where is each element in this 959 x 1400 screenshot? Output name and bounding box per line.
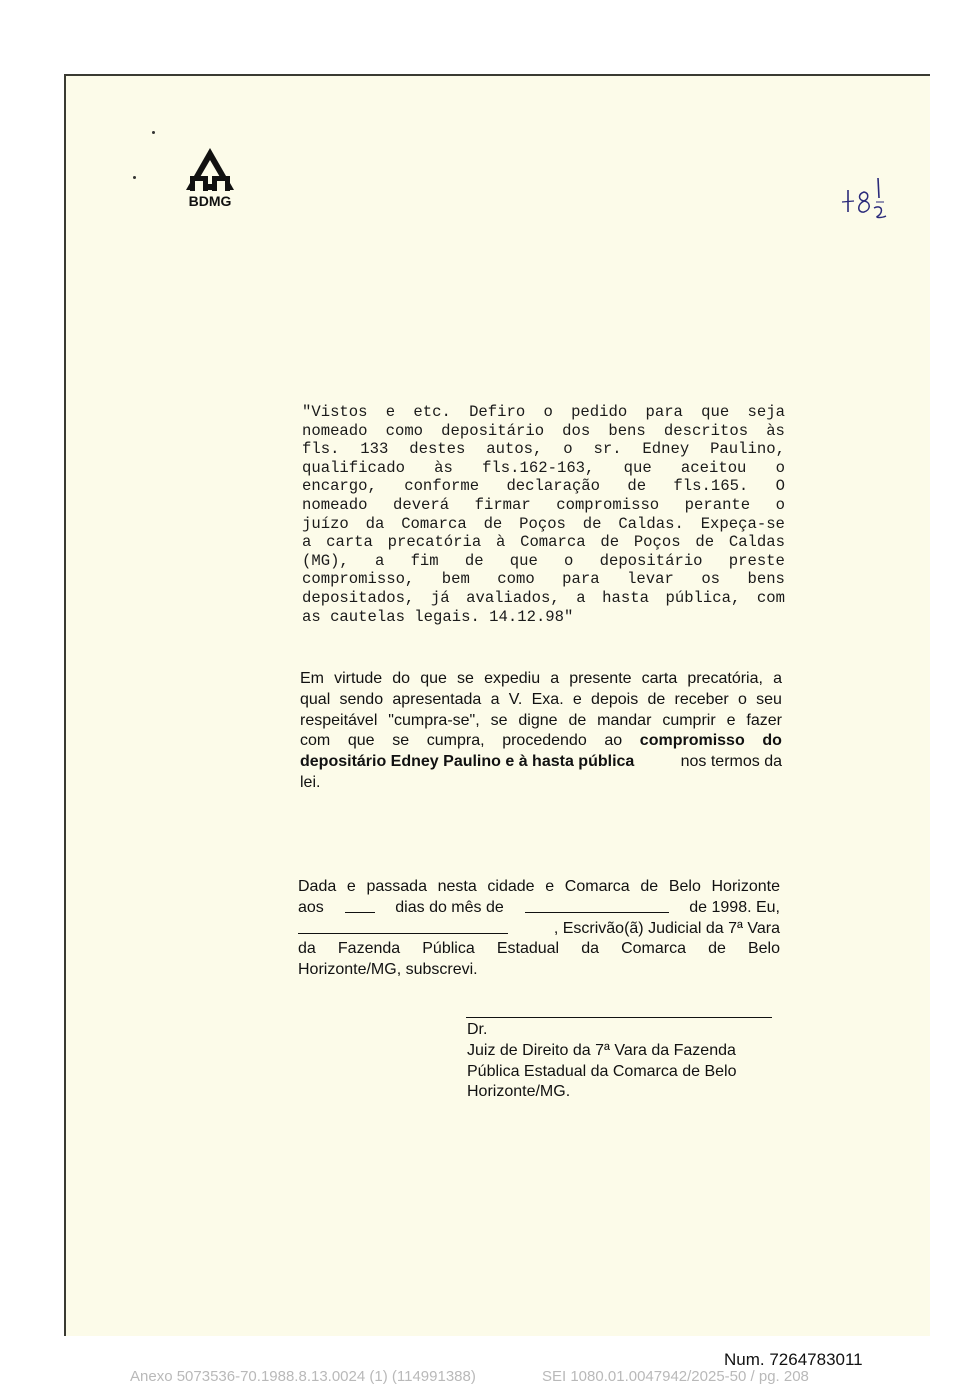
paragraph-line [298, 898, 780, 919]
quote-line [302, 608, 785, 627]
paragraph-word: se [392, 732, 410, 750]
quote-word: e [385, 403, 396, 421]
quote-word: nomeado [302, 495, 368, 514]
paragraph-word: que [347, 732, 375, 750]
sei-reference: SEI 1080.01.0047942/2025-50 / pg. 208 [542, 1368, 809, 1385]
quote-word: dos [562, 421, 591, 440]
paragraph-word: virtude [334, 670, 383, 687]
quote-line [302, 477, 785, 496]
paragraph-word: seu [756, 690, 782, 708]
quote-line [302, 422, 785, 441]
quote-word: a [576, 588, 586, 607]
bdmg-logo-icon [182, 146, 238, 210]
quote-word: fls.162-163, [482, 458, 595, 477]
paragraph-word: apresentada [392, 690, 482, 708]
quote-word: as cautelas legais. 14.12.98" [302, 607, 574, 626]
quote-word: que [509, 551, 538, 570]
quote-word: para [645, 403, 683, 421]
quote-word: a [375, 551, 385, 570]
quote-line [302, 440, 785, 459]
paragraph-word: sendo [339, 690, 384, 708]
paragraph-word: "cumpra-se", [388, 711, 480, 729]
quote-word: o [564, 551, 574, 570]
quote-line [302, 552, 785, 571]
signature-line-text: Pública Estadual da Comarca de Belo [467, 1062, 737, 1080]
paragraph-text: dias do mês de [395, 898, 504, 916]
quote-line [302, 459, 785, 478]
paragraph-line [298, 960, 780, 981]
quote-word: Poços [633, 533, 681, 552]
quote-word: de [582, 514, 602, 533]
signature-block [467, 1020, 787, 1103]
paragraph-word: da [581, 940, 599, 958]
quote-line [302, 496, 785, 515]
quote-word: firmar [474, 495, 531, 514]
quote-word: Edney [642, 440, 690, 459]
quote-word: compromisso, [302, 570, 415, 589]
paragraph-text: , Escrivão(ã) Judicial da 7ª Vara [553, 919, 780, 937]
quote-word: Caldas. [618, 514, 684, 533]
paragraph-word: passada [366, 878, 427, 895]
quote-word: etc. [413, 403, 451, 421]
signature-title: Dr. [467, 1021, 488, 1038]
quote-word: como [497, 570, 535, 589]
quote-word: de [695, 533, 715, 552]
paragraph-word: se [457, 670, 474, 687]
quote-word: os [701, 570, 721, 589]
quote-word: Comarca [520, 533, 586, 552]
quote-word: (MG), [302, 551, 349, 570]
signature-line-text: Juiz de Direito da 7ª Vara da Fazenda [467, 1041, 736, 1059]
annex-reference: Anexo 5073536-70.1988.8.13.0024 (1) (114991388) [130, 1368, 476, 1385]
paragraph-word: Exa. [531, 690, 564, 708]
paragraph-word: Fazenda [337, 940, 401, 958]
scan-speck [133, 176, 136, 179]
logo-text: BDMG [188, 193, 232, 209]
paragraph-text: aos [298, 898, 324, 916]
paragraph-word: a [490, 690, 500, 708]
paragraph-word: presente [569, 670, 632, 687]
paragraph-word: qual [300, 690, 331, 708]
paragraph-line [300, 669, 782, 690]
quote-word: Caldas [728, 533, 785, 552]
quote-word: levar [627, 570, 674, 589]
quote-word: o [563, 440, 573, 459]
paragraph-word: mandar [597, 711, 652, 729]
quote-word: da [365, 514, 385, 533]
quote-word: declaração [506, 477, 601, 496]
handwritten-folio-number [838, 172, 900, 228]
paragraph-word: o [738, 690, 747, 708]
paragraph-word: de [568, 711, 587, 729]
paragraph-word: expediu [484, 670, 541, 687]
quote-word: como [385, 421, 424, 440]
paragraph-word: nesta [437, 878, 477, 895]
quote-word: compromisso [556, 495, 660, 514]
paragraph-line [300, 773, 782, 794]
paragraph-line [298, 919, 780, 940]
quote-word: que [701, 403, 730, 421]
bold-phrase: depositário Edney Paulino e à hasta pública [300, 753, 635, 771]
quote-word: depositário [441, 421, 545, 440]
quote-word: O [775, 477, 785, 496]
bold-word: do [762, 732, 782, 750]
quote-word: encargo, [302, 477, 377, 496]
request-paragraph [300, 669, 782, 794]
signature-line-text: Horizonte/MG. [467, 1083, 571, 1101]
quote-word: à [495, 533, 506, 552]
quote-word: conforme [404, 477, 480, 496]
quote-word: sr. [593, 440, 622, 459]
quote-word: bens [747, 570, 785, 589]
paragraph-word: receber [674, 690, 729, 708]
quote-word: fim [410, 551, 439, 570]
paragraph-word: Belo [668, 878, 701, 895]
paragraph-word: respeitável [300, 711, 378, 729]
quote-word: fls. [302, 440, 340, 459]
paragraph-word: de [640, 878, 659, 895]
quote-word: avaliados, [466, 588, 560, 607]
quote-word: Expeça-se [700, 514, 785, 533]
quote-word: já [430, 588, 450, 607]
paragraph-word: cumpra, [426, 732, 485, 750]
quote-word: o [775, 458, 785, 477]
paragraph-word: Horizonte [711, 878, 780, 895]
paragraph-word: ao [604, 732, 623, 750]
quote-word: bem [441, 570, 470, 589]
paragraph-word: e [346, 878, 356, 895]
paragraph-word: que [420, 670, 447, 687]
quote-word: de [600, 533, 620, 552]
paragraph-text: Horizonte/MG, subscrevi. [298, 961, 478, 979]
paragraph-word: de [708, 940, 726, 958]
quote-word: de [627, 477, 647, 496]
paragraph-text: de 1998. Eu, [689, 898, 780, 916]
clerk-name-blank [298, 919, 508, 934]
paragraph-word: de [647, 690, 666, 708]
quote-word: descritos [663, 421, 749, 440]
quote-word: fls.165. [673, 477, 749, 496]
quote-word: o [543, 403, 553, 421]
paragraph-word: e [545, 878, 555, 895]
quote-word: destes [409, 440, 466, 459]
quote-word: hasta [602, 588, 649, 607]
paragraph-word: depois [591, 690, 639, 708]
signature-line [466, 1017, 772, 1018]
paragraph-word: Em [300, 670, 324, 687]
quote-word: 133 [360, 440, 389, 459]
quote-word: para [562, 570, 600, 589]
quote-word: pública, [665, 588, 741, 607]
quote-word: o [775, 495, 785, 514]
paragraph-word: a [550, 670, 560, 687]
bold-word: compromisso [639, 732, 745, 750]
quote-line [302, 589, 785, 608]
quote-word: pedido [571, 403, 628, 421]
quote-word: nomeado [302, 421, 368, 440]
quote-word: com [756, 588, 785, 607]
paragraph-word: Comarca [621, 940, 686, 958]
paragraph-word: V. [508, 690, 523, 708]
quote-word: que [623, 458, 652, 477]
quote-word: qualificado [302, 458, 405, 477]
quote-word: Comarca [401, 514, 467, 533]
quote-word: autos, [486, 440, 543, 459]
quoted-court-order [302, 403, 785, 626]
quote-word: às [766, 421, 785, 440]
paragraph-word: da [298, 940, 316, 958]
quote-line [302, 533, 785, 552]
paragraph-word: do [392, 670, 411, 687]
quote-word: de [464, 551, 484, 570]
quote-word: precatória [387, 533, 482, 552]
quote-word: perante [684, 495, 751, 514]
paragraph-text: nos termos da [680, 753, 782, 771]
quote-word: depositados, [302, 588, 415, 607]
quote-line [302, 403, 785, 422]
paragraph-word: Comarca [564, 878, 630, 895]
paragraph-word: Estadual [496, 940, 560, 958]
quote-word: Defiro [469, 403, 526, 421]
quote-line [302, 570, 785, 589]
quote-word: aceitou [680, 458, 747, 477]
paragraph-word: carta [641, 670, 678, 687]
paragraph-word: a [773, 670, 782, 687]
paragraph-word: Pública [422, 940, 475, 958]
paragraph-line [298, 877, 780, 898]
paragraph-line [300, 690, 782, 711]
paragraph-word: cumprir [662, 711, 716, 729]
quote-word: às [434, 458, 453, 477]
day-blank [345, 898, 375, 913]
paragraph-line [298, 939, 780, 960]
paragraph-line [300, 711, 782, 732]
paragraph-word: Belo [747, 940, 780, 958]
scan-speck [152, 131, 155, 134]
quote-word: seja [747, 403, 785, 421]
document-number: Num. 7264783011 [724, 1350, 863, 1369]
quote-word: carta [326, 533, 373, 552]
quote-word: juízo [302, 514, 349, 533]
paragraph-word: com [300, 732, 331, 750]
paragraph-text: lei. [300, 773, 321, 791]
quote-word: "Vistos [302, 403, 368, 421]
quote-word: Poços [519, 514, 566, 533]
paragraph-word: Dada [298, 878, 337, 895]
paragraph-word: e [726, 711, 736, 729]
paragraph-word: cidade [487, 878, 535, 895]
quote-word: preste [728, 551, 785, 570]
paragraph-word: procedendo [502, 732, 587, 750]
issuance-paragraph [298, 877, 780, 981]
quote-line [302, 515, 785, 534]
paragraph-word: digne [518, 711, 558, 729]
paragraph-word: e [572, 690, 582, 708]
paragraph-line [300, 752, 782, 773]
month-blank [525, 898, 669, 913]
paragraph-word: fazer [746, 711, 782, 729]
quote-word: Paulino, [710, 440, 785, 459]
quote-word: deverá [392, 495, 450, 514]
paragraph-word: se [490, 711, 508, 729]
paragraph-word: precatória, [687, 670, 763, 687]
quote-word: bens [608, 421, 646, 440]
quote-word: depositário [599, 551, 703, 570]
quote-word: a [302, 533, 312, 552]
paragraph-line [300, 731, 782, 752]
quote-word: de [483, 514, 503, 533]
